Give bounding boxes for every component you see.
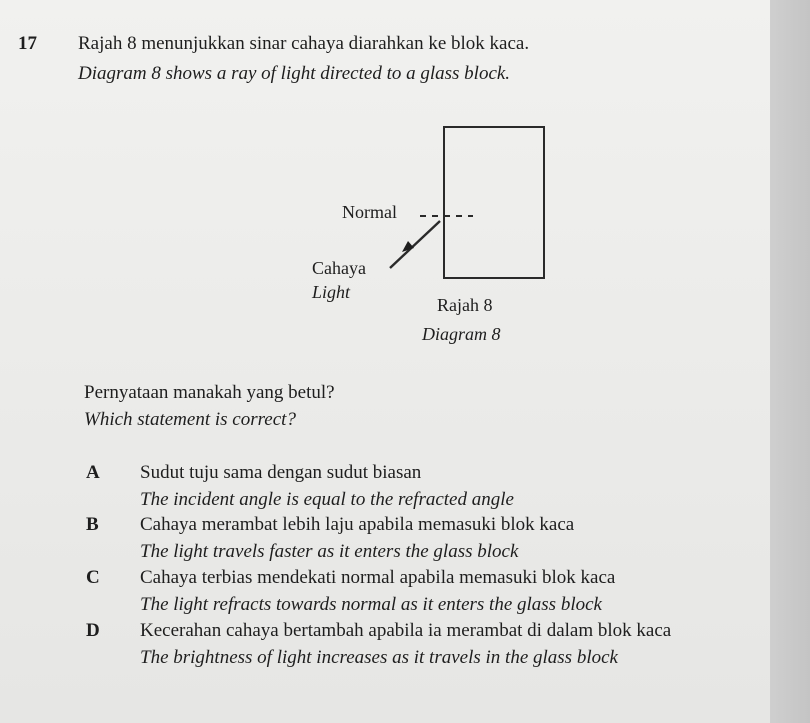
option-a-malay[interactable]: Sudut tuju sama dengan sudut biasan [140,462,422,483]
diagram-caption-english: Diagram 8 [422,324,501,344]
prompt-malay: Pernyataan manakah yang betul? [84,382,335,403]
option-d-english[interactable]: The brightness of light increases as it travels in the glass block [140,647,618,668]
prompt-english: Which statement is correct? [84,409,296,430]
option-b-malay[interactable]: Cahaya merambat lebih laju apabila memasuki blok kaca [140,514,575,535]
option-b-english[interactable]: The light travels faster as it enters the glass block [140,541,519,562]
option-d-malay[interactable]: Kecerahan cahaya bertambah apabila ia merambat di dalam blok kaca [140,620,672,641]
glass-block [444,127,544,278]
option-a-english[interactable]: The incident angle is equal to the refracted angle [140,489,514,510]
diagram-caption-malay: Rajah 8 [437,295,493,315]
option-d-letter[interactable]: D [86,620,100,641]
question-stem-malay: Rajah 8 menunjukkan sinar cahaya diarahkan ke blok kaca. [78,33,530,54]
option-c-english[interactable]: The light refracts towards normal as it enters the glass block [140,594,602,615]
light-label-english: Light [312,282,351,302]
option-b-letter[interactable]: B [86,514,99,535]
diagram-figure [290,120,560,350]
light-ray [390,221,440,268]
light-label-malay: Cahaya [312,258,366,278]
question-number: 17 [18,33,37,54]
normal-label: Normal [342,202,397,222]
page-shadow [770,0,810,723]
option-a-letter[interactable]: A [86,462,100,483]
option-c-malay[interactable]: Cahaya terbias mendekati normal apabila memasuki blok kaca [140,567,616,588]
question-stem-english: Diagram 8 shows a ray of light directed to a glass block. [78,63,511,84]
diagram-8 [290,120,560,350]
option-c-letter[interactable]: C [86,567,100,588]
